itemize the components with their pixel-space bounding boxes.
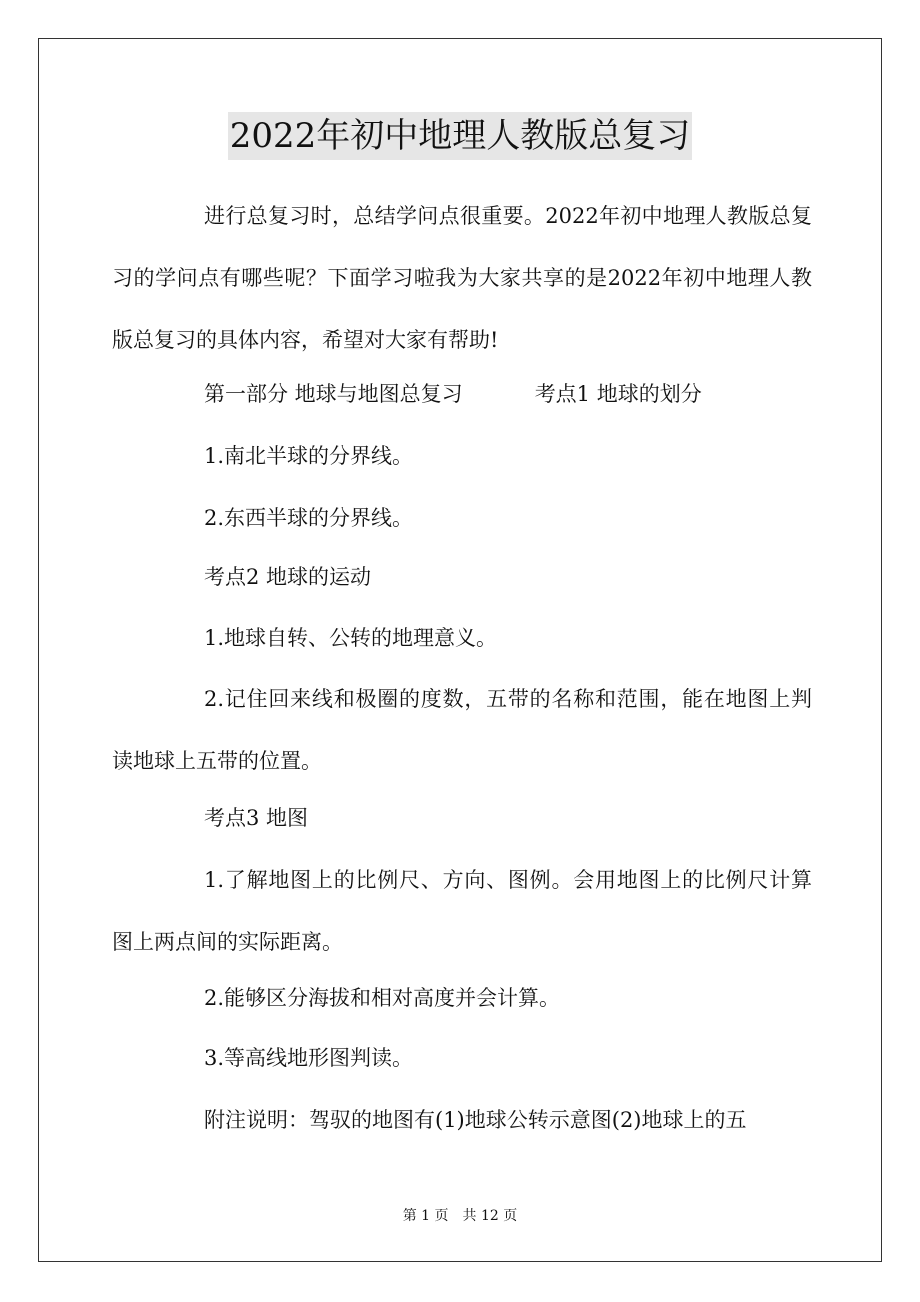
page-footer: 第 1 页 共 12 页 [402, 1208, 518, 1224]
point2-item-2: 2.记住回来线和极圈的度数，五带的名称和范围，能在地图上判读地球上五带的位置。 [112, 687, 812, 773]
point1-item-1: 1.南北半球的分界线。 [204, 444, 414, 468]
point3-item-2: 2.能够区分海拔和相对高度并会计算。 [204, 986, 561, 1010]
point1-item-2: 2.东西半球的分界线。 [204, 506, 414, 530]
document-title [0, 112, 920, 160]
point3-heading: 考点3 地图 [204, 806, 309, 830]
note-paragraph: 附注说明：驾驭的地图有(1)地球公转示意图(2)地球上的五 [204, 1108, 747, 1132]
point1-heading: 考点1 地球的划分 [534, 382, 702, 406]
point3-item-3: 3.等高线地形图判读。 [204, 1046, 414, 1070]
section-heading-line [112, 363, 812, 425]
document-title-text: 2022年初中地理人教版总复习 [228, 112, 693, 160]
part-heading: 第一部分 地球与地图总复习 [204, 382, 463, 406]
point3-item-1: 1.了解地图上的比例尺、方向、图例。会用地图上的比例尺计算图上两点间的实际距离。 [112, 868, 812, 954]
point2-item-1: 1.地球自转、公转的地理意义。 [204, 626, 498, 650]
intro-paragraph: 进行总复习时，总结学问点很重要。2022年初中地理人教版总复习的学问点有哪些呢？下面学习啦我为大家共享的是2022年初中地理人教版总复习的具体内容，希望对大家有帮助! [112, 204, 812, 352]
point2-heading: 考点2 地球的运动 [204, 565, 372, 589]
